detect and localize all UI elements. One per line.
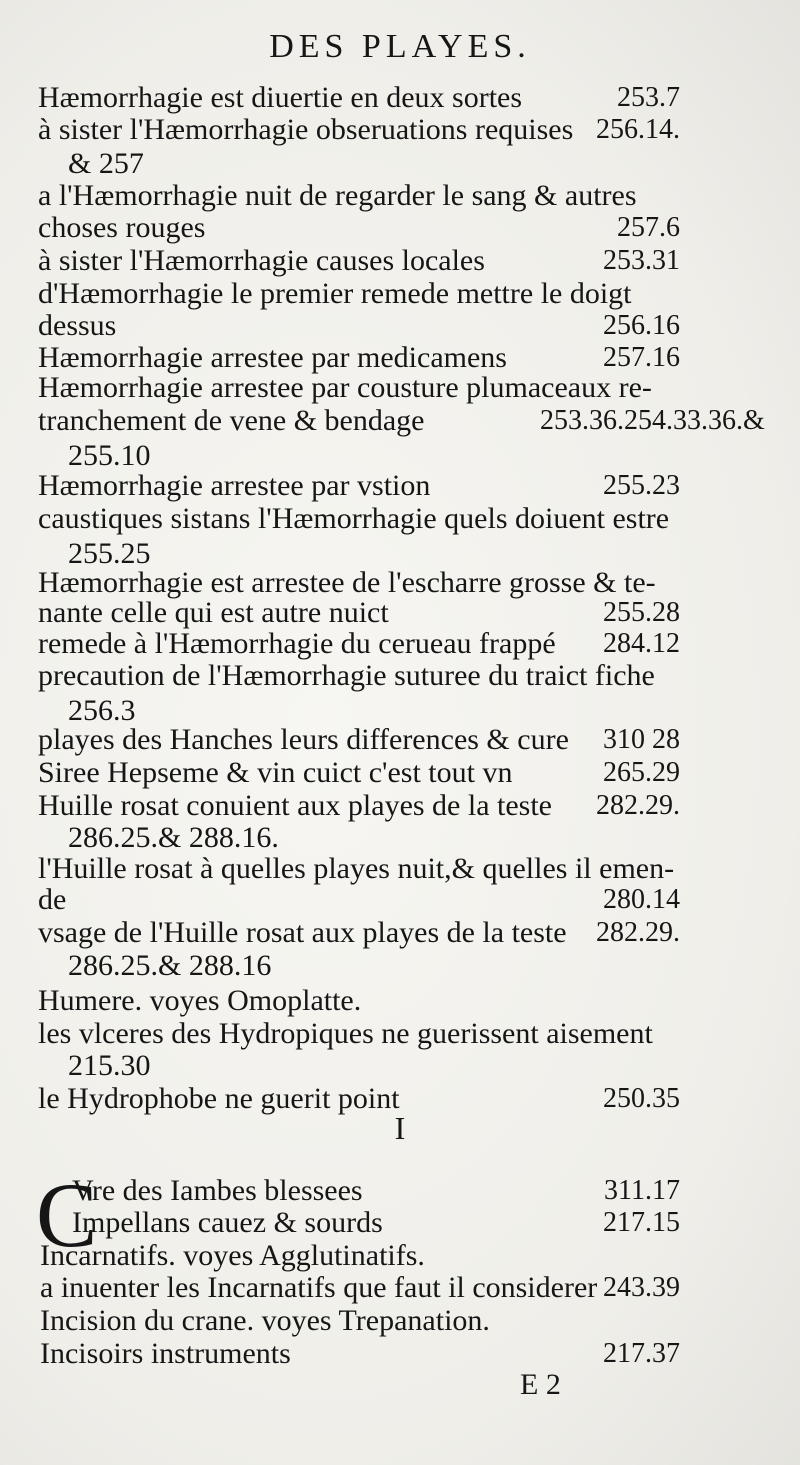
entry-text: Humere. voyes Omoplatte. bbox=[38, 984, 362, 1017]
entry-text: 255.25 bbox=[68, 537, 151, 570]
entry-page-ref: 265.29 bbox=[603, 757, 680, 788]
entry-page-ref: 282.29. bbox=[596, 790, 680, 821]
entry-text: precaution de l'Hæmorrhagie suturee du traict fiche bbox=[38, 659, 655, 692]
index-entry bbox=[68, 950, 668, 982]
entry-text: playes des Hanches leurs differences & cure bbox=[38, 723, 569, 756]
entry-text: remede à l'Hæmorrhagie du cerueau frappé bbox=[38, 627, 556, 660]
entry-text: a inuenter les Incarnatifs que faut il considerer bbox=[40, 1271, 598, 1304]
index-entry bbox=[38, 372, 668, 404]
entry-page-ref: 282.29. bbox=[596, 917, 680, 948]
entry-page-ref: 253.7 bbox=[617, 82, 680, 113]
entry-text: de bbox=[38, 883, 67, 916]
index-entry bbox=[38, 660, 668, 692]
index-entry bbox=[40, 1240, 668, 1272]
entry-text: à sister l'Hæmorrhagie obseruations requises bbox=[38, 113, 574, 146]
drop-capital: C bbox=[36, 1164, 98, 1266]
entry-text: à sister l'Hæmorrhagie causes locales bbox=[38, 244, 485, 277]
entry-page-ref: 256.14. bbox=[596, 114, 680, 145]
entry-text: l'Huille rosat à quelles playes nuit,& quelles il emen- bbox=[38, 852, 675, 885]
entry-page-ref: 253.36.254.33.36.& bbox=[540, 405, 765, 436]
entry-text: d'Hæmorrhagie le premier remede mettre le doigt bbox=[38, 277, 632, 310]
entry-text: les vlceres des Hydropiques ne guerissent aisement bbox=[38, 1017, 653, 1050]
index-entry bbox=[40, 1305, 668, 1337]
entry-text: 215.30 bbox=[68, 1049, 151, 1082]
entry-text: Hæmorrhagie arrestee par medicamens bbox=[38, 341, 507, 374]
entry-page-ref: 284.12 bbox=[603, 628, 680, 659]
entry-text: & 257 bbox=[68, 147, 144, 180]
entry-text: le Hydrophobe ne guerit point bbox=[38, 1082, 400, 1115]
entry-text: 286.25.& 288.16. bbox=[68, 821, 279, 854]
section-letter: I bbox=[394, 1110, 406, 1146]
entry-page-ref: 243.39 bbox=[603, 1272, 680, 1303]
entry-page-ref: 250.35 bbox=[603, 1083, 680, 1114]
entry-text: Hæmorrhagie est diuertie en deux sortes bbox=[38, 81, 523, 114]
index-entry bbox=[68, 822, 668, 854]
entry-text: nante celle qui est autre nuict bbox=[38, 596, 389, 629]
entry-text: Hæmorrhagie arrestee par vstion bbox=[38, 469, 431, 502]
index-entry bbox=[68, 440, 668, 472]
entry-page-ref: 217.15 bbox=[603, 1207, 680, 1238]
index-entry bbox=[68, 148, 668, 180]
entry-text: caustiques sistans l'Hæmorrhagie quels doiuent estre bbox=[38, 502, 670, 535]
entry-text: Hæmorrhagie arrestee par cousture plumaceaux re- bbox=[38, 371, 652, 404]
entry-text: 286.25.& 288.16 bbox=[68, 949, 272, 982]
entry-page-ref: 255.28 bbox=[603, 597, 680, 628]
index-entry bbox=[68, 1050, 668, 1082]
entry-page-ref: 257.6 bbox=[617, 212, 680, 243]
entry-page-ref: 217.37 bbox=[603, 1338, 680, 1369]
entry-text: Incisoirs instruments bbox=[40, 1337, 291, 1370]
entry-text: Vre des Iambes blessees bbox=[72, 1174, 363, 1207]
entry-text: vsage de l'Huille rosat aux playes de la teste bbox=[38, 916, 567, 949]
entry-text: Siree Hepseme & vin cuict c'est tout vn bbox=[38, 756, 513, 789]
entry-text: 256.3 bbox=[68, 694, 136, 727]
entry-text: Hæmorrhagie est arrestee de l'escharre grosse & te- bbox=[38, 566, 656, 599]
entry-page-ref: 310 28 bbox=[603, 724, 680, 755]
index-entry bbox=[38, 503, 668, 535]
index-entry bbox=[38, 567, 668, 599]
entry-text: Impellans cauez & sourds bbox=[72, 1206, 383, 1239]
entry-text: Incarnatifs. voyes Agglutinatifs. bbox=[40, 1239, 425, 1272]
running-header: DES PLAYES. bbox=[269, 28, 531, 65]
signature-mark: E 2 bbox=[520, 1368, 561, 1401]
entry-page-ref: 311.17 bbox=[604, 1175, 680, 1206]
entry-page-ref: 257.16 bbox=[603, 342, 680, 373]
index-entry bbox=[38, 278, 668, 310]
entry-text: tranchement de vene & bendage bbox=[38, 404, 425, 437]
index-entry bbox=[38, 180, 668, 212]
index-entry bbox=[38, 852, 675, 885]
entry-page-ref: 255.23 bbox=[603, 470, 680, 501]
entry-text: 255.10 bbox=[68, 439, 151, 472]
entry-text: a l'Hæmorrhagie nuit de regarder le sang & autres bbox=[38, 179, 637, 212]
entry-text: Incision du crane. voyes Trepanation. bbox=[40, 1304, 490, 1337]
entry-page-ref: 253.31 bbox=[603, 245, 680, 276]
index-entry bbox=[38, 1018, 668, 1050]
entry-text: dessus bbox=[38, 309, 117, 342]
entry-page-ref: 280.14 bbox=[603, 884, 680, 915]
index-entry bbox=[38, 985, 668, 1017]
entry-text: choses rouges bbox=[38, 211, 206, 244]
entry-text: Huille rosat conuient aux playes de la teste bbox=[38, 789, 552, 822]
entry-page-ref: 256.16 bbox=[603, 310, 680, 341]
